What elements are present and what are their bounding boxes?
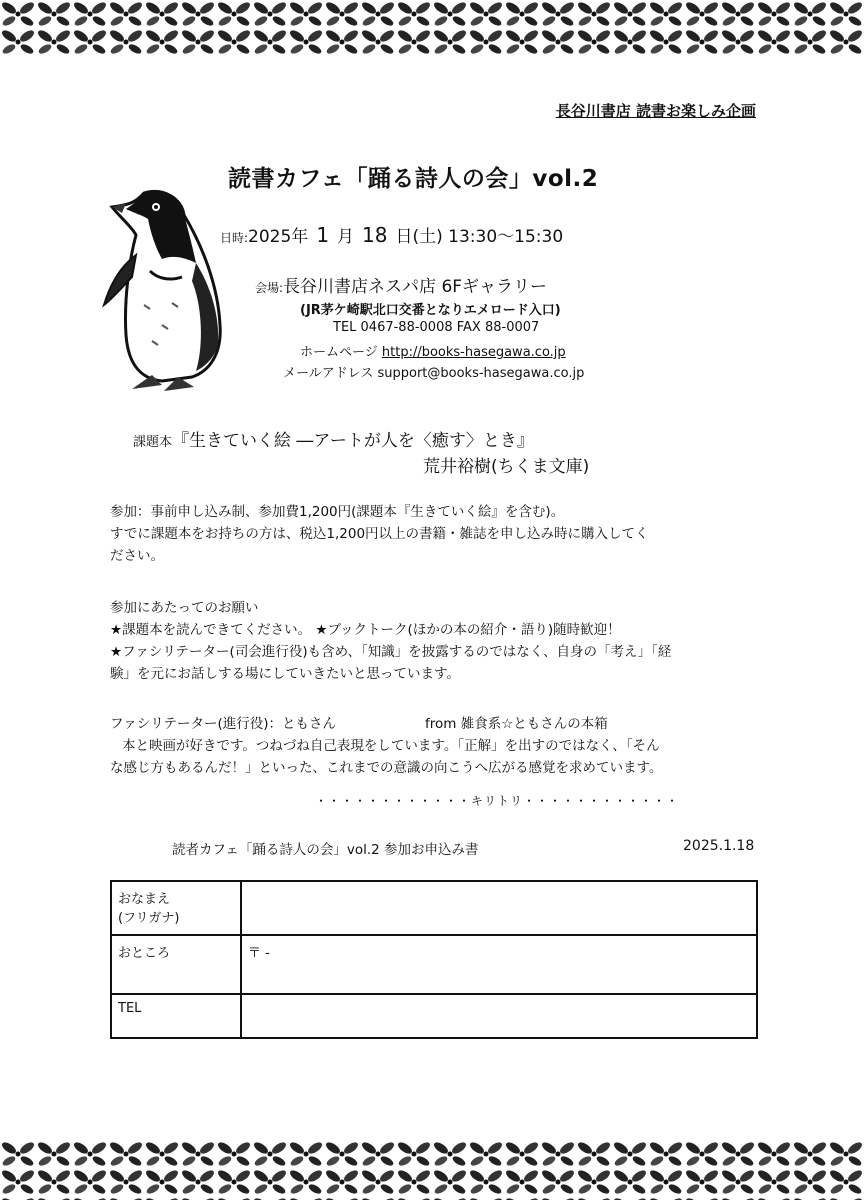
book-title-line [133, 426, 534, 451]
application-form-table [110, 880, 758, 1039]
book-title: 『生きていく絵 ―アートが人を〈癒す〉とき』 [172, 431, 534, 451]
name-furigana-label: (フリガナ) [118, 911, 180, 926]
top-leaf-border [0, 0, 866, 56]
address-label-cell [111, 935, 241, 994]
requests-line-2: ★ファシリテーター(司会進行役)も含め、「知識」を披露するのではなく、自身の「考え」「経 [110, 644, 672, 660]
date-label: 日時: [220, 231, 249, 245]
table-row [111, 881, 757, 935]
cut-line: ・・・・・・・・・・・・キリトリ・・・・・・・・・・・・ [315, 794, 680, 808]
form-date: 2025.1.18 [683, 838, 755, 854]
organizer-header: 長谷川書店 読書お楽しみ企画 [555, 102, 756, 120]
venue-homepage [300, 341, 566, 360]
participation-line-1: 参加：事前申し込み制、参加費1,200円(課題本『生きていく絵』を含む)。 [110, 504, 565, 520]
venue-label: 会場: [255, 281, 284, 295]
facilitator-line-2: な感じ方もあるんだ！」といった、これまでの意識の向こうへ広がる感覚を求めています。 [110, 760, 663, 776]
event-title: 読書カフェ「踊る詩人の会」vol.2 [228, 166, 599, 192]
tel-label-cell [111, 994, 241, 1038]
facilitator-from: from 雑食系☆ともさんの本箱 [425, 716, 608, 732]
bottom-leaf-border [0, 1140, 866, 1200]
facilitator-label: ファシリテーター(進行役)：ともさん [110, 716, 336, 732]
requests-line-3: 験」を元にお話しする場にしていきたいと思っています。 [110, 666, 460, 682]
date-month-unit: 月 [337, 227, 355, 247]
penguin-icon [92, 185, 232, 395]
address-field[interactable]: 〒 - [241, 935, 757, 994]
address-label: おところ [118, 946, 171, 961]
book-label: 課題本 [133, 435, 173, 450]
homepage-link[interactable]: http://books-hasegawa.co.jp [381, 345, 566, 360]
venue-name: 長谷川書店ネスパ店 6Fギャラリー [283, 277, 548, 297]
event-datetime [220, 222, 563, 247]
name-field[interactable] [241, 881, 757, 935]
date-year: 2025年 [248, 227, 309, 247]
venue-email: メールアドレス support@books-hasegawa.co.jp [283, 366, 585, 381]
tel-label: TEL [118, 1001, 142, 1016]
venue-directions: (JR茅ケ崎駅北口交番となりエメロード入口) [300, 303, 561, 318]
venue-phone-fax: TEL 0467-88-0008 FAX 88-0007 [333, 320, 540, 335]
participation-line-3: ださい。 [110, 548, 164, 564]
requests-line-1: ★課題本を読んできてください。 ★ブックトーク(ほかの本の紹介・語り)随時歓迎！ [110, 622, 621, 638]
participation-line-2: すでに課題本をお持ちの方は、税込1,200円以上の書籍・雑誌を申し込み時に購入してく [110, 526, 649, 542]
leaf-pattern-icon [0, 1140, 866, 1200]
table-row [111, 935, 757, 994]
facilitator-line-1: 本と映画が好きです。つねづね自己表現をしています。「正解」を出すのではなく、「そん [122, 738, 660, 754]
book-author: 荒井裕樹(ちくま文庫) [423, 457, 590, 477]
name-label: おなまえ [118, 892, 171, 907]
requests-heading: 参加にあたってのお願い [110, 600, 259, 616]
homepage-label: ホームページ [300, 345, 378, 360]
form-title: 読者カフェ「踊る詩人の会」vol.2 参加お申込み書 [172, 842, 479, 858]
date-month: 1 [316, 223, 330, 247]
leaf-pattern-icon [0, 0, 866, 56]
table-row [111, 994, 757, 1038]
name-label-cell [111, 881, 241, 935]
tel-field[interactable] [241, 994, 757, 1038]
date-day: 18 [362, 223, 388, 247]
date-day-time: 日(土) 13:30〜15:30 [395, 227, 564, 247]
venue-name-line [255, 272, 547, 297]
